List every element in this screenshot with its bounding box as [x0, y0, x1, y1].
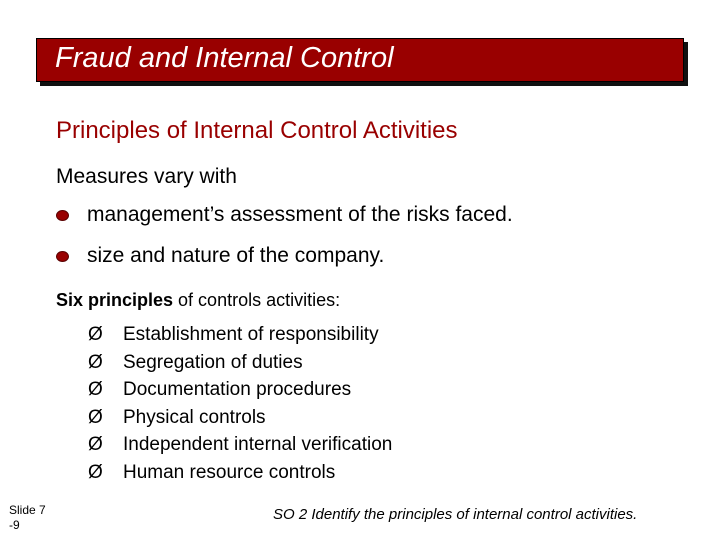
principle-text: Independent internal verification — [123, 434, 393, 455]
arrow-bullet-icon: Ø — [88, 324, 103, 345]
slide-number-line1: Slide 7 — [9, 503, 46, 517]
arrow-bullet-icon: Ø — [88, 461, 103, 483]
arrow-bullet-icon: Ø — [88, 379, 103, 400]
arrow-bullet-icon: Ø — [88, 434, 103, 455]
principle-text: Physical controls — [123, 406, 266, 428]
slide-number-line2: -9 — [9, 518, 20, 532]
arrow-bullet-icon: Ø — [88, 351, 103, 373]
principles-intro — [56, 290, 340, 311]
slide-title: Fraud and Internal Control — [55, 42, 394, 74]
bullet-dot-icon — [56, 210, 69, 221]
principles-intro-rest: of controls activities: — [173, 290, 341, 310]
principle-text: Human resource controls — [123, 461, 336, 483]
bullet-dot-icon — [56, 251, 69, 262]
arrow-bullet-icon: Ø — [88, 406, 103, 428]
title-bar — [36, 38, 684, 82]
study-objective: SO 2 Identify the principles of internal control activities. — [273, 506, 638, 523]
principle-text: Establishment of responsibility — [123, 324, 379, 345]
principle-text: Documentation procedures — [123, 379, 352, 400]
bullet-text: size and nature of the company. — [87, 244, 385, 267]
section-subtitle: Principles of Internal Control Activities — [56, 117, 458, 144]
bullet-text: management’s assessment of the risks faced. — [87, 203, 513, 226]
principles-intro-bold: Six principles — [56, 290, 174, 310]
principle-text: Segregation of duties — [123, 351, 303, 373]
slide-number — [9, 503, 46, 533]
measures-intro: Measures vary with — [56, 165, 237, 188]
